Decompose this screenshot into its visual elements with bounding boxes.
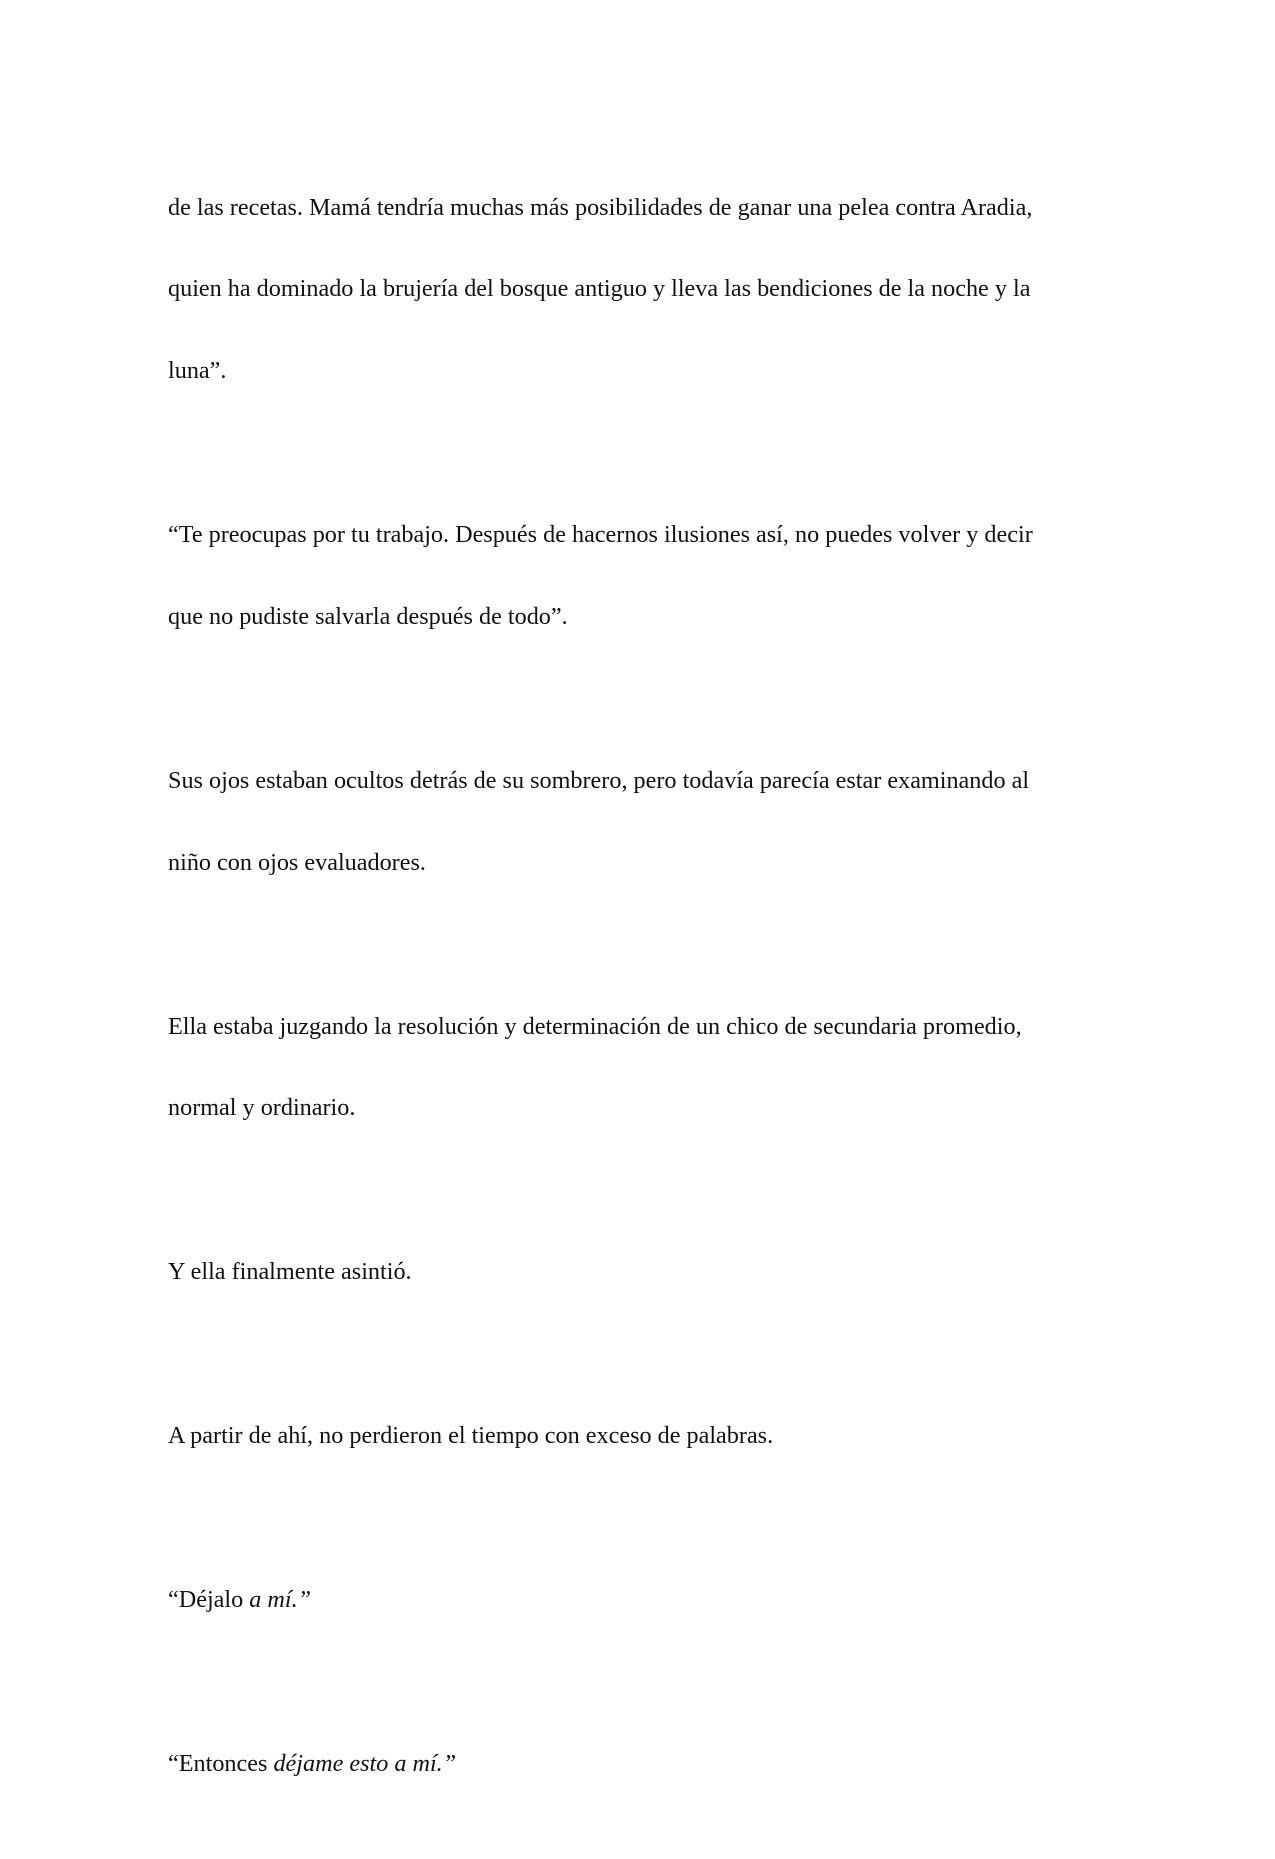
paragraph-asintio: [168, 1204, 1028, 1340]
paragraph-preocupas: [168, 467, 1033, 685]
text-line: luna”.: [168, 357, 227, 385]
paragraph-aradia: [168, 139, 1033, 439]
text-line: Sus ojos estaban ocultos detrás de su sombrero, pero todavía parecía estar examinando al: [168, 766, 1030, 794]
text-line: [168, 1750, 1028, 1777]
paragraph-juzgando: [168, 958, 1028, 1176]
text-line: Ella estaba juzgando la resolución y determinación de un chico de secundaria promedio,: [168, 1012, 1022, 1040]
text-normal: “Entonces: [168, 1749, 274, 1777]
text-line: niño con ojos evaluadores.: [168, 848, 426, 876]
text-italic: déjame esto a mí.”: [273, 1749, 457, 1777]
text-line: que no pudiste salvarla después de todo”.: [168, 603, 568, 631]
text-italic: a mí.”: [249, 1585, 312, 1613]
text-line: Y ella finalmente asintió.: [168, 1258, 412, 1286]
text-line: [168, 1586, 1028, 1613]
text-line: A partir de ahí, no perdieron el tiempo con exceso de palabras.: [168, 1421, 774, 1449]
text-normal: “Déjalo: [168, 1585, 250, 1613]
paragraph-dejame: [168, 1695, 1028, 1831]
paragraph-dejalo: [168, 1531, 1028, 1667]
text-line: de las recetas. Mamá tendría muchas más posibilidades de ganar una pelea contra Aradia,: [168, 193, 1033, 221]
paragraph-palabras: [168, 1367, 1028, 1503]
document-page: [168, 139, 1033, 1859]
text-line: normal y ordinario.: [168, 1094, 356, 1122]
text-line: quien ha dominado la brujería del bosque antiguo y lleva las bendiciones de la noche y la: [168, 275, 1031, 303]
text-line: “Te preocupas por tu trabajo. Después de hacernos ilusiones así, no puedes volver y decir: [168, 521, 1033, 549]
paragraph-ojos: [168, 712, 1028, 930]
